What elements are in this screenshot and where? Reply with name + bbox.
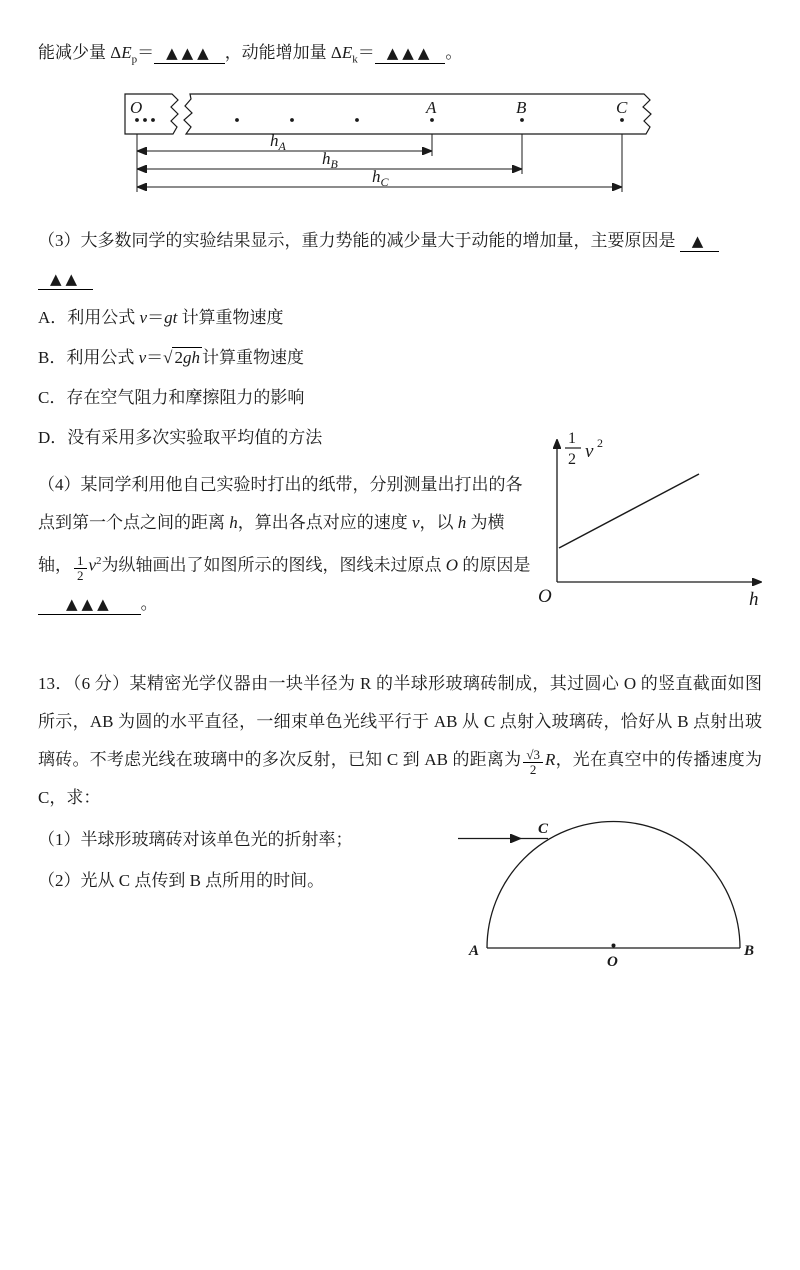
equals-sign: ＝ xyxy=(357,43,375,62)
fraction-numerator: √3 xyxy=(523,748,543,763)
superscript-2: 2 xyxy=(96,555,102,568)
answer-triangles: ▲▲▲ xyxy=(66,595,113,614)
y-axis-label-denominator: 2 xyxy=(568,451,576,468)
text-segment: 利用公式 xyxy=(66,348,139,368)
text-segment: 能减少量 Δ xyxy=(38,43,122,62)
text-segment: 没有采用多次实验取平均值的方法 xyxy=(67,428,323,448)
variable-gt: gt xyxy=(164,308,178,328)
text-segment: ，动能增加量 Δ xyxy=(224,43,342,62)
option-label: C． xyxy=(38,388,67,408)
answer-blank xyxy=(375,44,446,64)
text-segment: 。 xyxy=(140,594,158,614)
origin-label: O xyxy=(538,586,552,607)
variable-v: v xyxy=(412,513,420,533)
energy-blank-line xyxy=(38,40,762,72)
variable-E: E xyxy=(341,43,353,62)
part3-paragraph xyxy=(38,222,762,298)
tape-point-O-label: O xyxy=(130,98,143,118)
tape-dot-A xyxy=(430,118,434,122)
equals-sign: ＝ xyxy=(146,348,164,368)
answer-triangles: ▲▲ xyxy=(50,270,82,289)
subscript-k: k xyxy=(352,53,358,66)
dim-label-hB: $h_B$ xyxy=(322,149,338,172)
tape-point-B-label: B xyxy=(516,98,527,118)
tape-dot xyxy=(151,118,155,122)
point-O-label: O xyxy=(607,954,618,970)
answer-blank xyxy=(38,595,141,615)
text-segment: 。 xyxy=(445,43,463,62)
answer-blank xyxy=(154,44,225,64)
tape-figure xyxy=(122,88,692,200)
variable-h: h xyxy=(457,513,467,533)
part4-paragraph xyxy=(38,466,538,623)
option-label: B． xyxy=(38,348,67,368)
text-segment: 计算重物速度 xyxy=(177,308,284,328)
text-segment: 计算重物速度 xyxy=(201,348,304,368)
x-axis-label: h xyxy=(749,589,759,610)
variable-R: R xyxy=(544,750,556,770)
y-axis-label-squared: 2 xyxy=(597,436,603,450)
answer-blank xyxy=(38,270,93,290)
dim-label-hA: $h_A$ xyxy=(270,131,286,154)
option-label: A． xyxy=(38,308,68,328)
variable-v: v xyxy=(88,556,97,576)
equals-sign: ＝ xyxy=(147,308,165,328)
option-a xyxy=(38,298,762,338)
variable-gh: gh xyxy=(182,348,200,368)
tape-piece-right xyxy=(184,94,651,134)
option-label: D． xyxy=(38,428,68,448)
fraction-numerator: 1 xyxy=(74,554,87,569)
part3-text: （3）大多数同学的实验结果显示，重力势能的减少量大于动能的增加量，主要原因是 xyxy=(38,231,676,251)
option-c xyxy=(38,378,762,418)
data-line xyxy=(559,474,699,548)
subscript-p: p xyxy=(131,53,138,66)
point-C-label: C xyxy=(538,821,549,837)
tape-point-A-label: A xyxy=(426,98,437,118)
text-segment: （4）某同学利用他自己实验时打出的纸带，分别测量出打出的各点到第一个点之间的距离 xyxy=(38,475,523,533)
text-segment: ，算出各点对应的速度 xyxy=(237,513,412,533)
sqrt-sign: √ xyxy=(163,348,173,368)
text-segment: 的原因是 xyxy=(458,556,531,576)
text-segment: ，光在真空中的传播速度为 C，求： xyxy=(38,750,762,808)
point-B-label: B xyxy=(744,943,755,959)
fraction-sqrt3-over-2 xyxy=(523,748,543,778)
text-segment: 存在空气阻力和摩擦阻力的影响 xyxy=(66,388,305,408)
fraction-one-half xyxy=(74,554,87,584)
dim-label-hC: $h_C$ xyxy=(372,167,389,190)
velocity-height-graph xyxy=(535,424,775,614)
y-axis-label-v: v xyxy=(585,441,594,462)
answer-blank xyxy=(680,232,720,252)
text-segment: 13．（6 分）某精密光学仪器由一块半径为 R 的半球形玻璃砖制成，其过圆心 O 的竖直截面如图所示，AB 为圆的水平直径，一细束单色光线平行于 AB 从 C 点射入玻璃砖，恰好从 B 点射出玻璃砖。不考虑光线在玻璃中的多次反射，已知 C 到 AB 的距离为 xyxy=(38,674,762,770)
answer-triangles: ▲▲▲ xyxy=(386,44,434,62)
variable-E: E xyxy=(121,43,132,62)
center-dot xyxy=(612,944,616,948)
text-segment: 利用公式 xyxy=(67,308,140,328)
fraction-denominator: 2 xyxy=(77,568,84,584)
tape-dot-C xyxy=(620,118,624,122)
question-13-paragraph xyxy=(38,665,762,817)
y-axis-label-numerator: 1 xyxy=(568,430,576,447)
text-segment: （1）半球形玻璃砖对该单色光的折射率； xyxy=(38,830,353,850)
radicand xyxy=(172,347,202,367)
text-segment: 为横轴， xyxy=(38,513,505,576)
answer-triangles: ▲ xyxy=(691,232,708,251)
tape-dot xyxy=(355,118,359,122)
semicircle-glass-diagram xyxy=(450,812,765,970)
radicand-number: 2 xyxy=(174,348,183,368)
tape-dot xyxy=(235,118,239,122)
tape-dot-B xyxy=(520,118,524,122)
variable-h: h xyxy=(229,513,238,533)
tape-dot-O xyxy=(135,118,139,122)
part3-blank-line xyxy=(38,260,762,298)
variable-v: v xyxy=(139,308,148,328)
variable-O: O xyxy=(445,556,459,576)
semicircle-arc xyxy=(487,822,740,949)
text-segment: 为纵轴画出了如图所示的图线，图线未过原点 xyxy=(101,556,446,576)
answer-triangles: ▲▲▲ xyxy=(166,44,213,62)
tape-dot xyxy=(143,118,147,122)
point-A-label: A xyxy=(469,943,480,959)
text-segment: （2）光从 C 点传到 B 点所用的时间。 xyxy=(38,871,325,891)
tape-diagram xyxy=(122,88,692,200)
variable-v: v xyxy=(138,348,147,368)
tape-dot xyxy=(290,118,294,122)
equals-sign: ＝ xyxy=(137,43,155,62)
fraction-denominator: 2 xyxy=(529,762,537,778)
tape-point-C-label: C xyxy=(616,98,628,118)
option-b xyxy=(38,338,762,378)
text-segment: ，以 xyxy=(419,513,458,533)
